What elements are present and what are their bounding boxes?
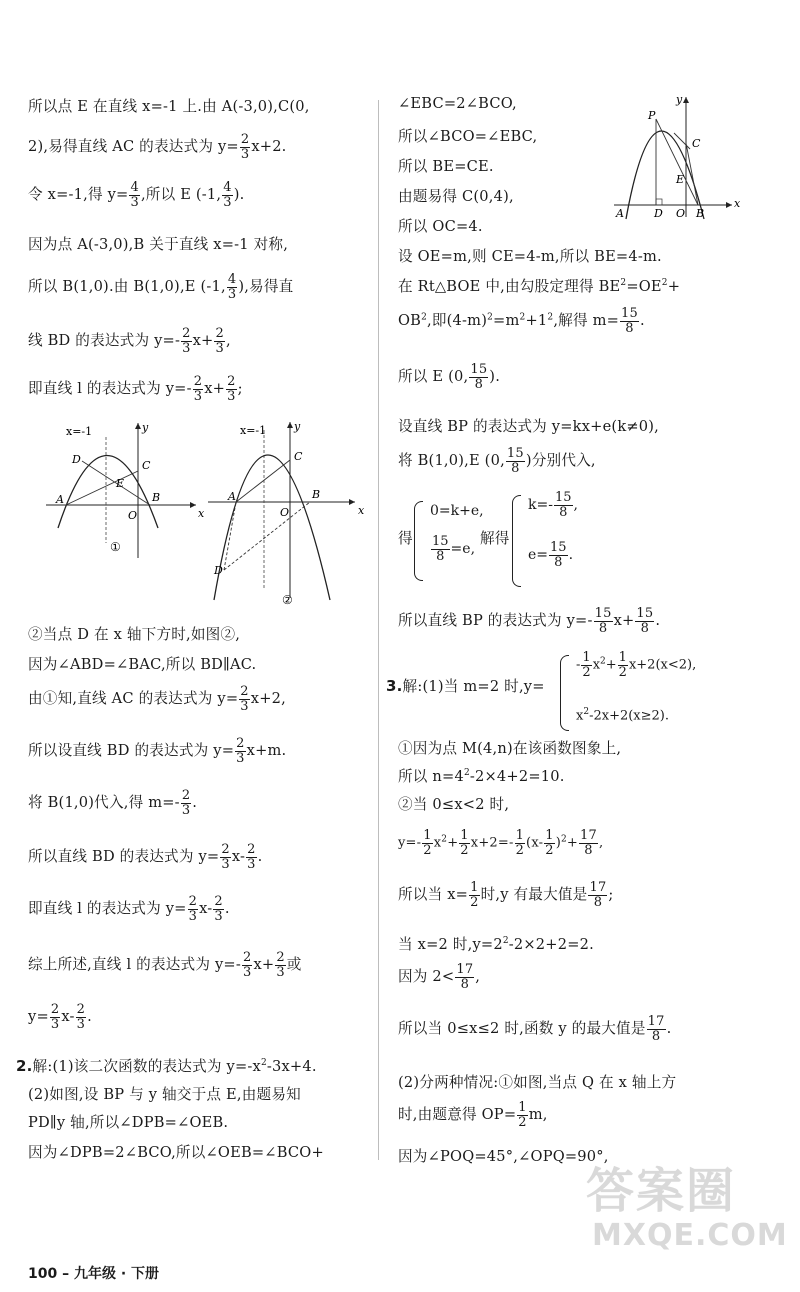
text-line: 2),易得直线 AC 的表达式为 y= $\frac{2}{3}$ x+2. (28, 132, 287, 162)
column-divider (378, 100, 379, 1160)
text-line: 所以 $n=4^2-2\times 4+2=10$. (398, 768, 565, 785)
label-E: E (116, 477, 125, 490)
text-line: 所以当 0≤x≤2 时,函数 y 的最大值是 $\frac{17}{8}$ . (398, 1014, 672, 1044)
text-line: 所以 BE=CE. (398, 158, 494, 175)
text-line: (2)分两种情况:①如图,当点 Q 在 x 轴上方 (398, 1074, 677, 1091)
text-line: 在 Rt△BOE 中,由勾股定理得 $BE^2=OE^2+$ (398, 278, 681, 295)
text-line: PD∥y 轴,所以∠DPB=∠OEB. (28, 1114, 229, 1131)
text-line: y=- $\frac{1}{2}$ $x^2+$ $\frac{1}{2}$ x+2=- $\frac{1}{2}$ (x- $\frac{1}{2}$ )$^2$+ $\frac{17}{8}$ , (398, 828, 604, 858)
text-line: 由题易得 C(0,4), (398, 188, 514, 205)
label-O: O (280, 506, 290, 519)
text-line: 令 x=-1,得 y= $\frac{4}{3}$ ,所以 E (-1, $\frac{4}{3}$ ). (28, 180, 245, 210)
text-line: 即直线 l 的表达式为 y=- $\frac{2}{3}$ x+ $\frac{2}{3}$ ; (28, 374, 243, 404)
figure-caption-1: ① (110, 540, 121, 554)
label-O: O (128, 509, 138, 522)
label-B: B (312, 488, 321, 501)
text-line: 所以点 E 在直线 x=-1 上.由 A(-3,0),C(0, (28, 98, 310, 115)
equation-system-2 (510, 491, 620, 591)
text-line: 所以直线 BP 的表达式为 y=- $\frac{15}{8}$ x+ $\frac{15}{8}$ . (398, 606, 661, 636)
label-D: D (72, 453, 81, 466)
figure-3 (612, 93, 742, 221)
page-footer (28, 1263, 159, 1283)
system-row: 0=k+e, (430, 503, 484, 519)
system-row: e= $\frac{15}{8}$ . (528, 540, 574, 570)
text-line: 当 x=2 时$,y=2^2-2\times 2+2=2$. (398, 936, 594, 953)
system-row: k=- $\frac{15}{8}$ , (528, 490, 578, 520)
text-line: 因为 2< $\frac{17}{8}$ , (398, 962, 481, 992)
text-line: 所以 OC=4. (398, 218, 483, 235)
y-axis-arrow (287, 422, 293, 428)
text-line: 解得 (480, 530, 510, 547)
label-D: D (654, 207, 663, 220)
text-line: 将 B(1,0),E (0, $\frac{15}{8}$ )分别代入, (398, 446, 596, 476)
system-row: - $\frac{1}{2}$ $x^2+$ $\frac{1}{2}$ x+2(x<2), (576, 650, 697, 680)
text-line: 将 B(1,0)代入,得 m=- $\frac{2}{3}$ . (28, 788, 198, 818)
label-P: P (648, 109, 656, 122)
text-line: ②当 0≤x<2 时, (398, 796, 510, 813)
piecewise-function (558, 651, 748, 735)
label-xeq: x=-1 (66, 425, 93, 438)
text-line: 因为∠POQ=45°,∠OPQ=90°, (398, 1148, 609, 1165)
x-axis-arrow (726, 202, 732, 208)
label-C: C (692, 137, 701, 150)
left-brace (512, 495, 521, 587)
left-brace (560, 655, 569, 731)
label-O: O (676, 207, 686, 220)
y-axis-arrow (135, 423, 141, 429)
segment-CB (686, 143, 698, 205)
segment-DB (224, 502, 310, 570)
text-line: 综上所述,直线 l 的表达式为 y=- $\frac{2}{3}$ x+ $\frac{2}{3}$ 或 (28, 950, 302, 980)
text-line: 因为点 A(-3,0),B 关于直线 x=-1 对称, (28, 236, 289, 253)
x-axis-arrow (349, 499, 355, 505)
label-x: x (358, 504, 365, 517)
x-axis-arrow (190, 502, 196, 508)
watermark-url: MXQE.COM (592, 1218, 788, 1253)
segment-DA (224, 502, 236, 570)
text-line: $OB^2$,即$(4-m)^2=m^2+1^2$,解得 m= $\frac{15}{8}$ . (398, 306, 645, 336)
figure-caption-2: ② (282, 593, 293, 606)
label-y: y (294, 420, 301, 433)
text-line: 所以当 x= $\frac{1}{2}$ 时,y 有最大值是 $\frac{17}{8}$ ; (398, 880, 614, 910)
segment-PB (656, 119, 698, 205)
text-line: 因为∠ABD=∠BAC,所以 BD∥AC. (28, 656, 257, 673)
label-y: y (142, 423, 149, 434)
problem-number: 3. (386, 677, 403, 695)
text-line: 所以∠BCO=∠EBC, (398, 128, 538, 145)
system-row: $x^2-2x+2(x\ge 2)$. (576, 707, 670, 724)
label-B: B (152, 491, 161, 504)
text-line: 所以直线 BD 的表达式为 y= $\frac{2}{3}$ x- $\frac{2}{3}$ . (28, 842, 263, 872)
label-y: y (676, 93, 683, 106)
text-line: 设 OE=m,则 CE=4-m,所以 BE=4-m. (398, 248, 662, 265)
label-C: C (142, 459, 151, 472)
text-line: 所以设直线 BD 的表达式为 y= $\frac{2}{3}$ x+m. (28, 736, 287, 766)
text-line: (2)如图,设 BP 与 y 轴交于点 E,由题易知 (28, 1086, 301, 1103)
label-A: A (228, 490, 236, 503)
label-xeq: x=-1 (240, 424, 267, 437)
label-A: A (56, 493, 64, 506)
text-line: 设直线 BP 的表达式为 y=kx+e(k≠0), (398, 418, 660, 435)
text-line: 所以 B(1,0).由 B(1,0),E (-1, $\frac{4}{3}$ ),易得直 (28, 272, 294, 302)
text-line: 时,由题意得 OP= $\frac{1}{2}$ m, (398, 1100, 548, 1130)
problem-number: 2. (16, 1057, 33, 1075)
watermark-logo-text: 答案圈 (586, 1163, 737, 1219)
text-line: ∠EBC=2∠BCO, (398, 95, 517, 112)
text-line: 线 BD 的表达式为 y=- $\frac{2}{3}$ x+ $\frac{2}{3}$ , (28, 326, 231, 356)
text-line: y= $\frac{2}{3}$ x- $\frac{2}{3}$ . (28, 1002, 92, 1032)
footer-dash: – (62, 1266, 70, 1282)
figure-2 (200, 420, 368, 606)
text-line: 得 (398, 530, 413, 547)
text-line: 2.解:(1)该二次函数的表达式为 $y=-x^2-3x+4$. (16, 1057, 317, 1075)
grade-label: 九年级 · 下册 (73, 1266, 160, 1282)
segment-AC (66, 471, 138, 505)
segment-PC (674, 133, 690, 149)
label-x: x (734, 197, 741, 210)
left-brace (414, 501, 423, 581)
label-C: C (294, 450, 303, 463)
system-row: $\frac{15}{8}$ =e, (432, 534, 476, 564)
label-x: x (198, 507, 205, 520)
label-B: B (696, 207, 705, 220)
label-A: A (616, 207, 624, 220)
text-line: ①因为点 M(4,n)在该函数图象上, (398, 740, 622, 757)
right-angle-mark (656, 199, 662, 205)
watermark (586, 1152, 788, 1272)
text-line: 即直线 l 的表达式为 y= $\frac{2}{3}$ x- $\frac{2}{3}$ . (28, 894, 230, 924)
figure-1 (46, 423, 206, 563)
parabola (214, 455, 330, 600)
label-E: E (676, 173, 685, 186)
y-axis-arrow (683, 97, 689, 103)
text-line: ②当点 D 在 x 轴下方时,如图②, (28, 626, 241, 643)
text-line: 所以 E (0, $\frac{15}{8}$ ). (398, 362, 501, 392)
text-line: 3.解:(1)当 m=2 时,y= (386, 677, 545, 695)
text-line: 因为∠DPB=2∠BCO,所以∠OEB=∠BCO+ (28, 1144, 324, 1161)
page-number: 100 (28, 1266, 58, 1282)
label-D: D (214, 564, 223, 577)
text-line: 由①知,直线 AC 的表达式为 y= $\frac{2}{3}$ x+2, (28, 684, 286, 714)
